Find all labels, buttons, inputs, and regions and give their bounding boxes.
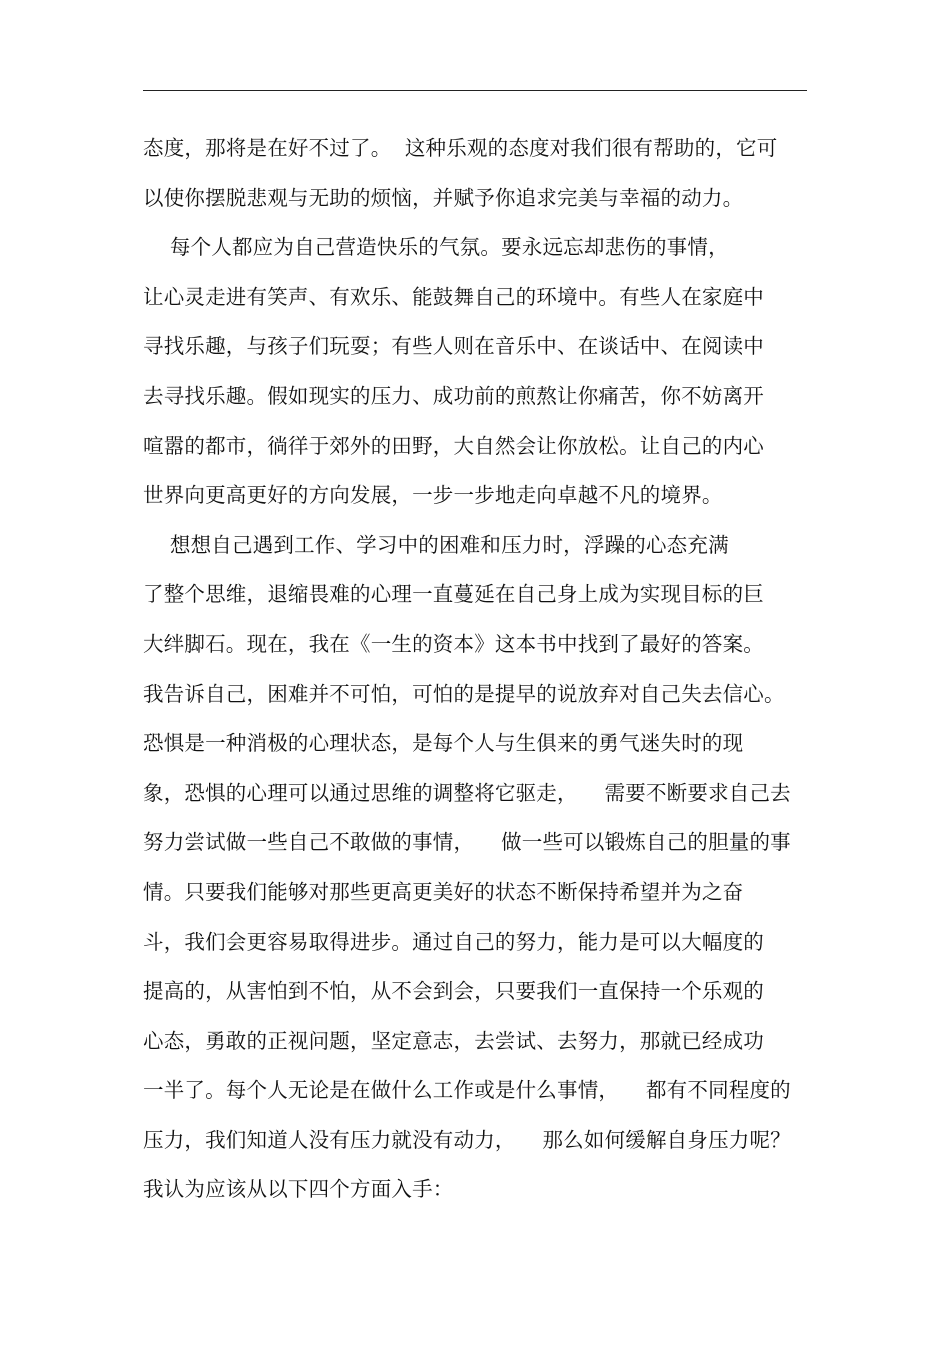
text-line: 斗，我们会更容易取得进步。通过自己的努力，能力是可以大幅度的 xyxy=(143,929,764,954)
text-line: 每个人都应为自己营造快乐的气氛。要永远忘却悲伤的事情， xyxy=(143,235,729,260)
header-rule xyxy=(143,90,807,91)
text-line: 一半了。每个人无论是在做什么工作或是什么事情， 都有不同程度的 xyxy=(143,1078,791,1103)
text-line: 心态，勇敢的正视问题，坚定意志，去尝试、去努力，那就已经成功 xyxy=(143,1028,764,1053)
body-text xyxy=(143,124,823,1215)
text-line: 了整个思维，退缩畏难的心理一直蔓延在自己身上成为实现目标的巨 xyxy=(143,582,764,607)
text-line: 情。只要我们能够对那些更高更美好的状态不断保持希望并为之奋 xyxy=(143,879,744,904)
text-line: 让心灵走进有笑声、有欢乐、能鼓舞自己的环境中。有些人在家庭中 xyxy=(143,284,764,309)
text-line: 压力，我们知道人没有压力就没有动力， 那么如何缓解自身压力呢？ xyxy=(143,1127,791,1152)
text-line: 努力尝试做一些自己不敢做的事情， 做一些可以锻炼自己的胆量的事 xyxy=(143,830,791,855)
text-line: 态度，那将是在好不过了。 这种乐观的态度对我们很有帮助的，它可 xyxy=(143,136,778,160)
text-line: 以使你摆脱悲观与无助的烦恼，并赋予你追求完美与幸福的动力。 xyxy=(143,185,744,210)
text-line: 寻找乐趣，与孩子们玩耍；有些人则在音乐中、在谈话中、在阅读中 xyxy=(143,334,764,359)
text-line: 我认为应该从以下四个方面入手： xyxy=(143,1177,454,1202)
text-line: 喧嚣的都市，徜徉于郊外的田野，大自然会让你放松。让自己的内心 xyxy=(143,433,764,458)
text-line: 去寻找乐趣。假如现实的压力、成功前的煎熬让你痛苦，你不妨离开 xyxy=(143,383,764,408)
text-line: 恐惧是一种消极的心理状态，是每个人与生俱来的勇气迷失时的现 xyxy=(143,731,744,756)
text-line: 提高的，从害怕到不怕，从不会到会，只要我们一直保持一个乐观的 xyxy=(143,979,764,1004)
text-line: 世界向更高更好的方向发展，一步一步地走向卓越不凡的境界。 xyxy=(143,483,723,508)
text-line: 大绊脚石。现在，我在《一生的资本》这本书中找到了最好的答案。 xyxy=(143,631,764,656)
text-line: 我告诉自己，困难并不可怕，可怕的是提早的说放弃对自己失去信心。 xyxy=(143,681,785,706)
text-line: 象，恐惧的心理可以通过思维的调整将它驱走， 需要不断要求自己去 xyxy=(143,780,791,805)
text-line: 想想自己遇到工作、学习中的困难和压力时，浮躁的心态充满 xyxy=(143,532,729,557)
